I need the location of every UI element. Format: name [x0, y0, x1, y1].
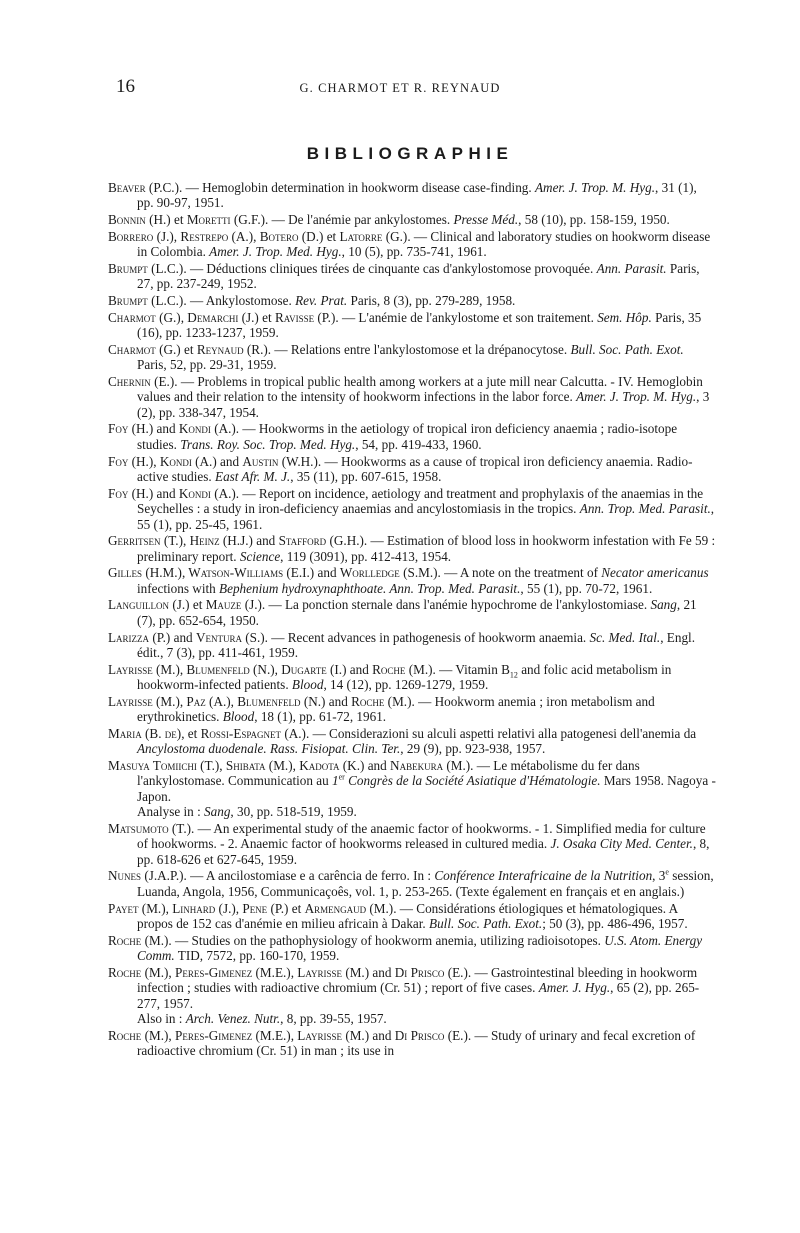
- entry-italic: Congrès de la Société Asiatique d'Hématologie.: [344, 773, 601, 789]
- entry-authors: Rossi-Espagnet (A.).: [200, 725, 310, 741]
- entry-text: — Hemoglobin determination in hookworm disease case-finding.: [182, 180, 535, 195]
- entry-text: , 54, pp. 419-433, 1960.: [355, 436, 482, 452]
- entry-italic: Sang: [650, 597, 677, 613]
- bibliography-entry: [108, 229, 716, 260]
- entry-authors: Roche (M.).: [108, 932, 172, 948]
- bibliography-entry: [108, 821, 716, 867]
- bibliography-entry: [108, 933, 716, 964]
- entry-text: — Problems in tropical public health among workers at a jute mill near Calcutta. - IV. Hemoglobin values and their relation to the intensity of hookworm infections in the labor force.: [137, 373, 703, 405]
- entry-authors: Stafford (G.H.).: [278, 533, 368, 549]
- entry-text: — L'anémie de l'ankylostome et son traitement.: [338, 309, 598, 325]
- entry-authors: Ravisse (P.).: [274, 309, 339, 325]
- entry-text: Paris, 27, pp. 237-249, 1952.: [137, 260, 700, 292]
- entry-text: , 8, pp. 39-55, 1957.: [280, 1010, 387, 1026]
- entry-text: session, Luanda, Angola, 1956, Communicaçoês, vol. 1, p. 253-265. (Texte également en français et en anglais.): [137, 868, 714, 899]
- bibliography-entry: [108, 868, 716, 899]
- bibliography-entry: [108, 565, 716, 596]
- bibliography-entry: [108, 374, 716, 420]
- entry-text: — Vitamin B: [435, 661, 510, 677]
- entry-text: et: [258, 309, 275, 325]
- bibliography-entry: [108, 694, 716, 725]
- entry-text: Paris, 35 (16), pp. 1233-1237, 1959.: [137, 309, 702, 341]
- running-head: G. CHARMOT ET R. REYNAUD: [299, 81, 501, 95]
- entry-authors: Masuya Tomiichi (T.), Shibata (M.), Kadota (K.): [108, 757, 365, 773]
- entry-italic: Bephenium hydroxynaphthoate. Ann. Trop. Med. Parasit.: [219, 580, 521, 596]
- entry-text: , 14 (12), pp. 1269-1279, 1959.: [323, 677, 489, 693]
- entry-italic: Science: [239, 548, 281, 564]
- entry-authors: Beaver (P.C.).: [108, 180, 183, 195]
- entry-text: and: [369, 964, 395, 980]
- entry-text: — An experimental study of the anaemic factor of hookworms. - 1. Simplified media for culture of hookworms. - 2. Anaemic factor of hookworms released in cultured media.: [137, 820, 706, 852]
- bibliography-entry: [108, 293, 716, 308]
- entry-text: , 8, pp. 618-626 et 627-645, 1959.: [137, 836, 710, 867]
- entry-text: , 31 (1), pp. 90-97, 1951.: [137, 180, 697, 211]
- entry-text: and: [346, 661, 373, 677]
- entry-authors: Nunes (J.A.P.).: [108, 868, 187, 884]
- entry-text: et: [170, 212, 187, 228]
- entry-text: , 21 (7), pp. 652-654, 1950.: [137, 597, 697, 628]
- bibliography-entry: [108, 597, 716, 628]
- entry-authors: Foy (H.): [108, 485, 154, 501]
- entry-authors: Kondi (A.).: [178, 421, 240, 437]
- entry-authors: Latorre (G.).: [339, 228, 411, 244]
- entry-authors: Nabekura (M.).: [390, 757, 474, 773]
- entry-authors: Bonnin (H.): [108, 212, 171, 228]
- entry-italic: Blood: [291, 677, 324, 693]
- page-number: 16: [116, 76, 135, 97]
- entry-text: — La ponction sternale dans l'anémie hypochrome de l'ankylostomiase.: [265, 597, 651, 613]
- bibliography-entry: [108, 726, 716, 757]
- entry-text: , 119 (3091), pp. 412-413, 1954.: [280, 548, 452, 564]
- entry-authors: Payet (M.), Linhard (J.), Pene (P.): [108, 900, 289, 916]
- entry-text: , 55 (1), pp. 25-45, 1961.: [137, 501, 715, 532]
- entry-authors: Reynaud (R.).: [196, 341, 272, 357]
- entry-text: — Hookworms in the aetiology of tropical iron deficiency anaemia ; radio-isotope studies.: [137, 421, 678, 452]
- entry-italic: Bull. Soc. Path. Exot.: [429, 915, 543, 931]
- entry-authors: Foy (H.), Kondi (A.): [108, 453, 217, 469]
- bibliography-entry: [108, 662, 716, 693]
- entry-text: — De l'anémie par ankylostomes.: [268, 212, 454, 228]
- entry-italic: Amer. J. Hyg.: [538, 980, 611, 996]
- entry-text: , 35 (11), pp. 607-615, 1958.: [290, 468, 442, 484]
- entry-italic: Amer. J. Trop. M. Hyg.: [576, 389, 697, 405]
- bibliography-entry: [108, 310, 716, 341]
- entry-text: — Considerazioni su alculi aspetti relativi alla patogenesi dell'anemia da: [309, 725, 697, 741]
- entry-text: Also in :: [137, 1010, 186, 1026]
- entry-authors: Matsumoto (T.).: [108, 820, 195, 836]
- bibliography-entry: [108, 212, 716, 227]
- entry-text: et: [180, 341, 197, 357]
- entry-italic: Sang: [204, 804, 231, 820]
- entry-text: er: [338, 772, 345, 782]
- entry-italic: East Afr. M. J.: [215, 468, 291, 484]
- entry-text: — Déductions cliniques tirées de cinquante cas d'ankylostomose provoquée.: [186, 260, 597, 276]
- entry-authors: Roche (M.), Peres-Gimenez (M.E.), Layrisse (M.): [108, 1027, 370, 1043]
- entry-text: and: [314, 565, 340, 581]
- entry-text: , 10 (5), pp. 735-741, 1961.: [341, 244, 487, 260]
- entry-authors: Di Prisco (E.).: [394, 964, 472, 980]
- entry-authors: Kondi (A.).: [178, 485, 240, 501]
- bibliography-entry: [108, 421, 716, 452]
- bibliography-entry: [108, 454, 716, 485]
- entry-italic: Ann. Parasit.: [596, 260, 667, 276]
- entry-text: TID, 7572, pp. 160-170, 1959.: [174, 948, 340, 964]
- entry-italic: Ancylostoma duodenale. Rass. Fisiopat. Clin. Ter.: [137, 741, 401, 757]
- bibliography-entry: [108, 965, 716, 1027]
- entry-text: and: [170, 629, 196, 645]
- entry-italic: J. Osaka City Med. Center.: [550, 836, 693, 852]
- entry-text: et: [189, 597, 206, 613]
- entry-authors: Charmot (G.): [108, 341, 181, 357]
- entry-authors: Languillon (J.): [108, 597, 190, 613]
- entry-authors: Layrisse (M.), Paz (A.), Blumenfeld (N.): [108, 693, 326, 709]
- entry-text: — Hookworm anemia ; iron metabolism and erythrokinetics.: [137, 693, 655, 725]
- entry-italic: Amer. J. Trop. Med. Hyg.: [209, 244, 342, 260]
- entry-text: — A note on the treatment of: [440, 565, 602, 581]
- entry-text: , 18 (1), pp. 61-72, 1961.: [254, 709, 387, 725]
- entry-italic: Sc. Med. Ital.: [589, 629, 661, 645]
- entry-authors: Borrero (J.), Restrepo (A.), Botero (D.): [108, 228, 324, 244]
- entry-authors: Foy (H.): [108, 421, 154, 437]
- entry-italic: Blood: [222, 709, 255, 725]
- entry-text: — Study of urinary and fecal excretion of radioactive chromium (Cr. 51) in man ; its use in: [137, 1027, 696, 1059]
- entry-text: Mars 1958. Nagoya - Japon.: [137, 773, 716, 804]
- entry-italic: Trans. Roy. Soc. Trop. Med. Hyg.: [180, 436, 356, 452]
- entry-text: — Report on incidence, aetiology and treatment and prophylaxis of the anaemias in the Seychelles : a study in iron-deficiency anaemias and ancylostomiasis in the tropics.: [137, 485, 704, 517]
- entry-authors: Gilles (H.M.), Watson-Williams (E.I.): [108, 565, 315, 581]
- entry-text: — Studies on the pathophysiology of hookworm anemia, utilizing radioisotopes.: [171, 932, 605, 948]
- entry-authors: Larizza (P.): [108, 629, 171, 645]
- entry-text: , 29 (9), pp. 923-938, 1957.: [400, 741, 546, 757]
- section-heading: BIBLIOGRAPHIE: [306, 144, 514, 163]
- entry-text: e: [665, 868, 669, 878]
- entry-italic: Arch. Venez. Nutr.: [185, 1010, 281, 1026]
- entry-text: — Considérations étiologiques et hématologiques. A propos de 152 cas d'anémie en milieu africain à Dakar.: [137, 900, 678, 931]
- entry-authors: Armengaud (M.).: [304, 900, 397, 916]
- entry-italic: Conférence Interafricaine de la Nutrition: [434, 868, 653, 884]
- entry-italic: Ann. Trop. Med. Parasit.: [579, 501, 711, 517]
- entry-authors: Brumpt (L.C.).: [108, 293, 187, 309]
- entry-text: and: [369, 1027, 395, 1043]
- entry-authors: Roche (M.).: [351, 693, 415, 709]
- bibliography-entry: [108, 261, 716, 292]
- entry-authors: Worlledge (S.M.).: [339, 565, 441, 581]
- entry-italic: 1: [332, 773, 339, 789]
- bibliography-entry: [108, 901, 716, 932]
- entry-text: and: [216, 453, 243, 469]
- bibliography-entry: [108, 1028, 716, 1059]
- entry-text: — Estimation of blood loss in hookworm infestation with Fe 59 : preliminary report.: [137, 533, 716, 564]
- entry-authors: Charmot (G.), Demarchi (J.): [108, 309, 259, 325]
- entry-text: and: [252, 533, 279, 549]
- entry-authors: Roche (M.), Peres-Gimenez (M.E.), Layrisse (M.): [108, 964, 370, 980]
- entry-authors: Maria (B. de): [108, 725, 182, 741]
- entry-text: — Relations entre l'ankylostomose et la drépanocytose.: [271, 341, 571, 357]
- entry-text: , 55 (1), pp. 70-72, 1961.: [520, 580, 653, 596]
- entry-authors: Gerritsen (T.), Heinz (H.J.): [108, 533, 253, 549]
- entry-text: , Engl. édit., 7 (3), pp. 411-461, 1959.: [137, 629, 696, 660]
- entry-text: and folic acid metabolism in hookworm-infected patients.: [137, 661, 672, 693]
- entry-authors: Austin (W.H.).: [242, 453, 322, 469]
- entry-text: and: [325, 693, 352, 709]
- entry-text: and: [153, 421, 179, 437]
- entry-text: Analyse in :: [137, 804, 205, 820]
- entry-text: , 3 (2), pp. 338-347, 1954.: [137, 389, 710, 420]
- entry-text: — Le métabolisme du fer dans l'ankylostomase. Communication au: [137, 757, 640, 789]
- entry-text: — Recent advances in pathogenesis of hookworm anaemia.: [267, 629, 590, 645]
- entry-authors: Di Prisco (E.).: [394, 1027, 472, 1043]
- entry-authors: Chernin (E.).: [108, 373, 178, 389]
- entry-authors: Moretti (G.F.).: [186, 212, 269, 228]
- entry-text: et: [288, 900, 305, 916]
- entry-text: — Clinical and laboratory studies on hookworm disease in Colombia.: [137, 228, 711, 260]
- entry-text: , 30, pp. 518-519, 1959.: [230, 804, 357, 820]
- entry-italic: Bull. Soc. Path. Exot.: [570, 341, 684, 357]
- entry-text: and: [153, 485, 179, 501]
- entry-text: ; 50 (3), pp. 486-496, 1957.: [542, 915, 688, 931]
- entry-text: infections with: [137, 580, 220, 596]
- entry-text: et: [323, 228, 340, 244]
- entry-italic: Necator americanus: [601, 565, 709, 581]
- bibliography-entry: [108, 630, 716, 661]
- entry-italic: U.S. Atom. Energy Comm.: [137, 932, 703, 964]
- entry-text: — A ancilostomiase e a carência de ferro. In :: [186, 868, 435, 884]
- entry-text: , 3: [652, 868, 666, 884]
- entry-authors: Roche (M.).: [372, 661, 436, 677]
- bibliography-entry: [108, 342, 716, 373]
- entry-text: , et: [181, 725, 201, 741]
- entry-text: , 58 (10), pp. 158-159, 1950.: [518, 212, 670, 228]
- bibliography-list: [108, 180, 716, 1060]
- bibliography-entry: [108, 486, 716, 532]
- entry-text: — Gastrointestinal bleeding in hookworm infection ; studies with radioactive chromium (Cr. 51) ; report of five cases.: [137, 964, 698, 996]
- bibliography-entry: [108, 533, 716, 564]
- entry-italic: Sem. Hôp.: [597, 309, 652, 325]
- entry-italic: Amer. J. Trop. M. Hyg.: [534, 180, 656, 195]
- entry-text: Paris, 52, pp. 29-31, 1959.: [137, 357, 277, 373]
- bibliography-entry: [108, 180, 716, 211]
- entry-authors: Layrisse (M.), Blumenfeld (N.), Dugarte (I.): [108, 661, 347, 677]
- entry-authors: Brumpt (L.C.).: [108, 260, 187, 276]
- entry-text: and: [364, 757, 391, 773]
- bibliography-entry: [108, 758, 716, 820]
- entry-italic: Rev. Prat.: [295, 293, 348, 309]
- entry-authors: Mauze (J.).: [205, 597, 266, 613]
- entry-authors: Ventura (S.).: [195, 629, 268, 645]
- entry-text: — Ankylostomose.: [186, 293, 296, 309]
- entry-italic: Presse Méd.: [453, 212, 519, 228]
- entry-text: 12: [509, 670, 518, 680]
- entry-text: Paris, 8 (3), pp. 279-289, 1958.: [347, 293, 516, 309]
- entry-text: , 65 (2), pp. 265-277, 1957.: [137, 980, 700, 1011]
- entry-text: — Hookworms as a cause of tropical iron deficiency anaemia. Radio-active studies.: [137, 453, 693, 484]
